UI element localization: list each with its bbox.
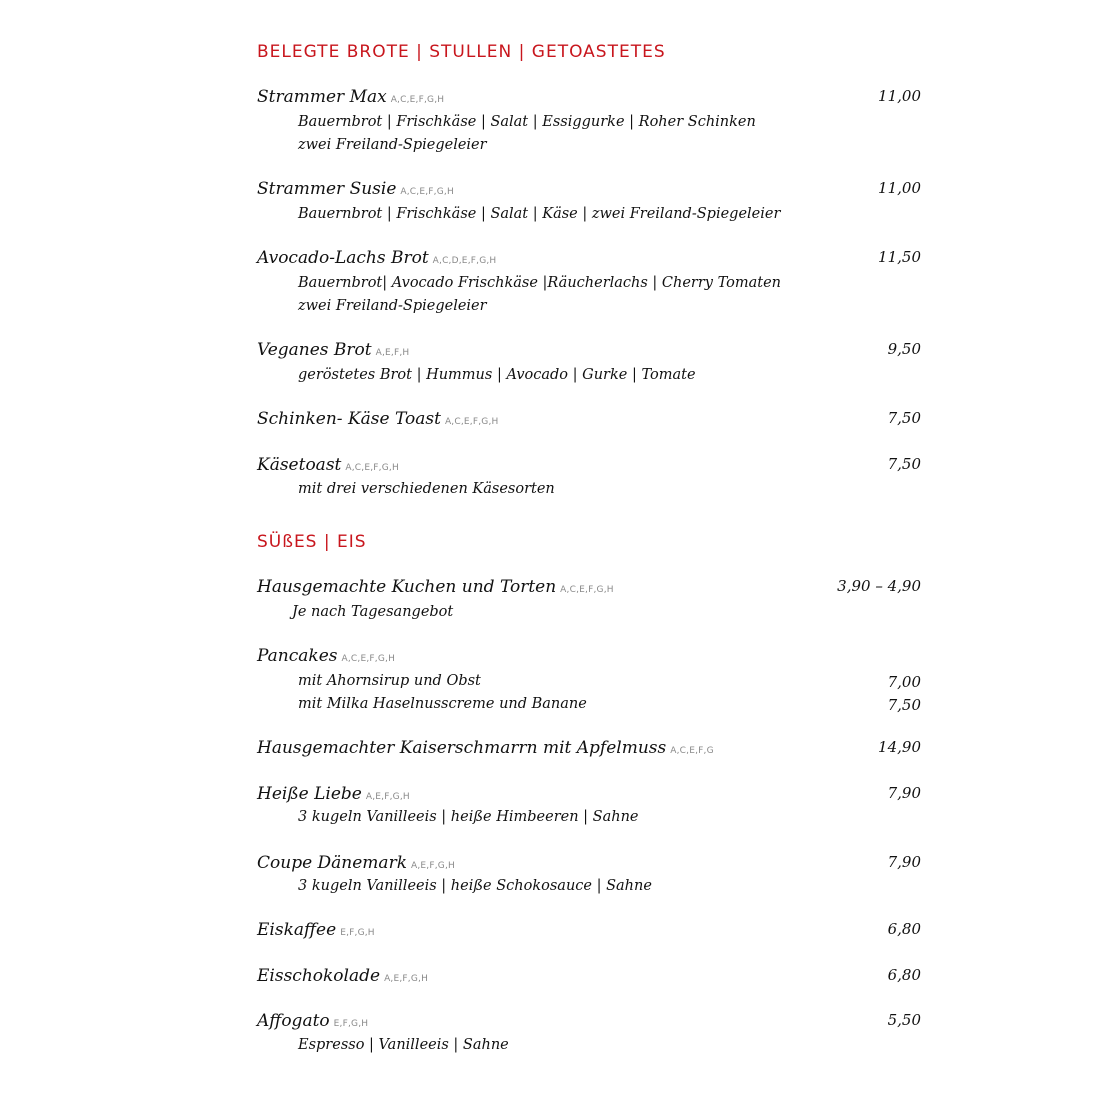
menu-item-avocado-lachs-brot [257, 248, 921, 270]
item-name: Eisschokolade [257, 966, 381, 986]
item-name: Eiskaffee [257, 920, 337, 940]
allergen-codes: A,C,E,F,G,H [390, 95, 445, 105]
allergen-codes: A,C,D,E,F,G,H [432, 256, 497, 266]
allergen-codes: A,E,F,G,H [384, 974, 429, 984]
allergen-codes: A,C,E,F,G,H [341, 654, 396, 664]
item-option-description: mit Milka Haselnusscreme und Banane [298, 696, 587, 712]
item-description: Espresso | Vanilleeis | Sahne [298, 1037, 509, 1053]
section-heading-suesses: SÜßES | EIS [257, 532, 367, 552]
allergen-codes: E,F,G,H [340, 928, 375, 938]
menu-item-coupe-daenemark [257, 853, 921, 875]
item-price: 3,90 – 4,90 [837, 577, 921, 595]
section-heading-brote: BELEGTE BROTE | STULLEN | GETOASTETES [257, 42, 666, 62]
item-price: 7,50 [887, 455, 921, 473]
menu-item-strammer-max [257, 87, 921, 109]
allergen-codes: A,C,E,F,G,H [444, 417, 499, 427]
item-name: Käsetoast [257, 455, 342, 475]
item-price: 9,50 [887, 340, 921, 358]
item-name: Affogato [257, 1011, 330, 1031]
item-description: Je nach Tagesangebot [292, 604, 454, 620]
item-name: Coupe Dänemark [257, 853, 407, 873]
item-price: 7,90 [887, 784, 921, 802]
item-description: Bauernbrot | Frischkäse | Salat | Käse | zwei Freiland-Spiegeleier [298, 206, 781, 222]
item-description: mit drei verschiedenen Käsesorten [298, 481, 555, 497]
item-name: Heiße Liebe [257, 784, 362, 804]
allergen-codes: A,C,E,F,G,H [560, 585, 614, 595]
item-name: Strammer Susie [257, 179, 397, 199]
item-price: 14,90 [878, 738, 921, 756]
item-option-description: mit Ahornsirup und Obst [298, 673, 481, 689]
item-price: 7,90 [887, 853, 921, 871]
menu-item-eisschokolade [257, 966, 921, 988]
allergen-codes: A,E,F,G,H [411, 861, 456, 871]
item-price: 11,00 [878, 179, 921, 197]
allergen-codes: A,E,F,H [375, 348, 410, 358]
item-description: geröstetes Brot | Hummus | Avocado | Gurke | Tomate [298, 367, 696, 383]
item-name: Pancakes [257, 646, 338, 666]
menu-item-affogato [257, 1011, 921, 1033]
menu-item-schinken-kaese-toast [257, 409, 921, 431]
allergen-codes: A,C,E,F,G [670, 746, 714, 756]
menu-item-kaesetoast [257, 455, 921, 477]
item-name: Avocado-Lachs Brot [257, 248, 429, 268]
menu-item-kaiserschmarrn [257, 738, 921, 760]
item-price: 6,80 [887, 920, 921, 938]
menu-item-heisse-liebe [257, 784, 921, 806]
allergen-codes: E,F,G,H [333, 1019, 369, 1029]
menu-item-strammer-susie [257, 179, 921, 201]
item-description: 3 kugeln Vanilleeis | heiße Himbeeren | Sahne [298, 809, 639, 825]
item-option-price: 7,00 [887, 673, 921, 691]
item-price: 11,00 [878, 87, 921, 105]
allergen-codes: A,E,F,G,H [365, 792, 410, 802]
allergen-codes: A,C,E,F,G,H [345, 463, 399, 473]
allergen-codes: A,C,E,F,G,H [400, 187, 454, 197]
item-description: Bauernbrot| Avocado Frischkäse |Räucherlachs | Cherry Tomaten [298, 275, 782, 291]
item-description: Bauernbrot | Frischkäse | Salat | Essiggurke | Roher Schinken [298, 114, 756, 130]
item-description: zwei Freiland-Spiegeleier [298, 298, 487, 314]
item-price: 5,50 [887, 1011, 921, 1029]
item-name: Hausgemachte Kuchen und Torten [257, 577, 557, 597]
item-name: Veganes Brot [257, 340, 372, 360]
item-name: Hausgemachter Kaiserschmarrn mit Apfelmuss [257, 738, 667, 758]
item-price: 6,80 [887, 966, 921, 984]
menu-item-eiskaffee [257, 920, 921, 942]
item-description: zwei Freiland-Spiegeleier [298, 137, 487, 153]
menu-item-pancakes [257, 646, 921, 668]
menu-item-kuchen [257, 577, 921, 599]
item-option-price: 7,50 [887, 696, 921, 714]
item-name: Strammer Max [257, 87, 387, 107]
item-price: 7,50 [887, 409, 921, 427]
item-description: 3 kugeln Vanilleeis | heiße Schokosauce | Sahne [298, 878, 652, 894]
menu-item-veganes-brot [257, 340, 921, 362]
item-price: 11,50 [878, 248, 921, 266]
item-name: Schinken- Käse Toast [257, 409, 441, 429]
